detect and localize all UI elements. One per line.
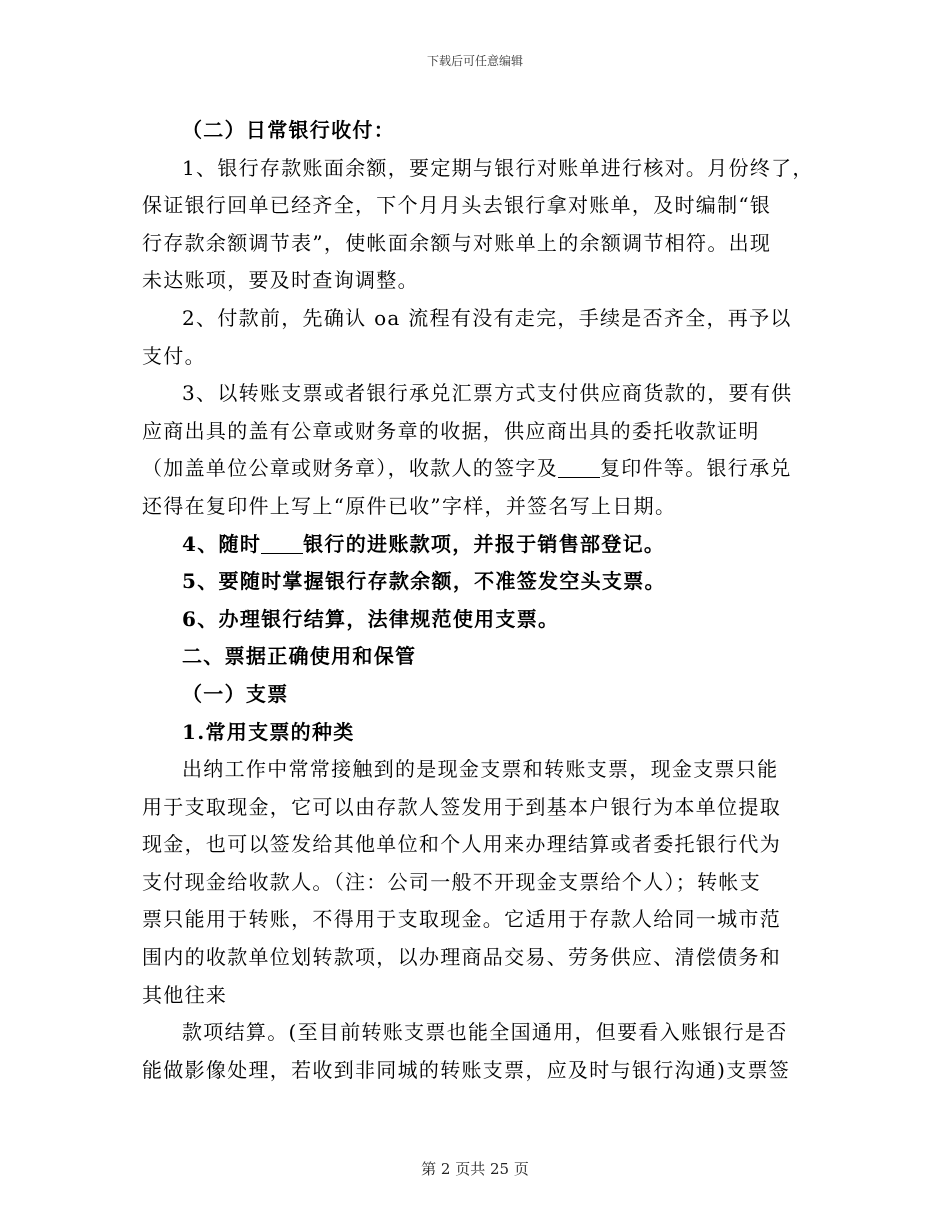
paragraph-line: 保证银行回单已经齐全，下个月月头去银行拿对账单，及时编制“银 — [142, 193, 772, 218]
fill-blank — [558, 457, 600, 478]
bold-item: 5、要随时掌握银行存款余额，不准签发空头支票。 — [182, 569, 666, 594]
paragraph-line: 行存款余额调节表”，使帐面余额与对账单上的余额调节相符。出现 — [142, 230, 772, 255]
paragraph-line: 能做影像处理，若收到非同城的转账支票，应及时与银行沟通)支票签 — [142, 1057, 791, 1082]
paragraph-line: 出纳工作中常常接触到的是现金支票和转账支票，现金支票只能 — [182, 757, 779, 782]
paragraph-line: 应商出具的盖有公章或财务章的收据，供应商出具的委托收款证明 — [142, 418, 760, 443]
section-heading: 二、票据正确使用和保管 — [182, 644, 417, 669]
paragraph-line: 用于支取现金，它可以由存款人签发用于到基本户银行为本单位提取 — [142, 794, 781, 819]
paragraph-line: 未达账项，要及时查询调整。 — [142, 268, 419, 293]
paragraph-line: 款项结算。(至目前转账支票也能全国通用，但要看入账银行是否 — [182, 1020, 788, 1045]
page-header: 下载后可任意编辑 — [426, 54, 523, 68]
paragraph-line: 支付。 — [142, 343, 206, 368]
bold-item: 4、随时 银行的进账款项，并报于销售部登记。 — [182, 531, 666, 556]
paragraph-line: 1、银行存款账面余额，要定期与银行对账单进行核对。月份终了， — [182, 155, 814, 180]
paragraph-line: 其他往来 — [142, 982, 228, 1007]
paragraph-line: 票只能用于转账，不得用于支取现金。它适用于存款人给同一城市范 — [142, 907, 781, 932]
paragraph-line: 围内的收款单位划转款项，以办理商品交易、劳务供应、清偿债务和 — [142, 945, 781, 970]
subsection-heading: （一）支票 — [182, 681, 289, 706]
fill-blank — [261, 533, 303, 554]
paragraph-line: 2、付款前，先确认 oa 流程有没有走完，手续是否齐全，再予以 — [182, 305, 792, 330]
paragraph-line: 还得在复印件上写上“原件已收”字样，并签名写上日期。 — [142, 493, 677, 518]
subsection-heading: 1.常用支票的种类 — [182, 719, 355, 744]
page-footer: 第 2 页共 25 页 — [421, 1160, 529, 1178]
document-body — [142, 112, 818, 1089]
paragraph-line: （加盖单位公章或财务章），收款人的签字及 复印件等。银行承兑 — [142, 456, 792, 481]
paragraph-line: 现金，也可以签发给其他单位和个人用来办理结算或者委托银行代为 — [142, 832, 781, 857]
bold-item: 6、办理银行结算，法律规范使用支票。 — [182, 606, 560, 631]
section-heading: （二）日常银行收付： — [182, 118, 395, 142]
paragraph-line: 3、以转账支票或者银行承兑汇票方式支付供应商货款的，要有供 — [182, 381, 793, 406]
paragraph-line: 支付现金给收款人。（注：公司一般不开现金支票给个人）；转帐支 — [142, 869, 761, 894]
